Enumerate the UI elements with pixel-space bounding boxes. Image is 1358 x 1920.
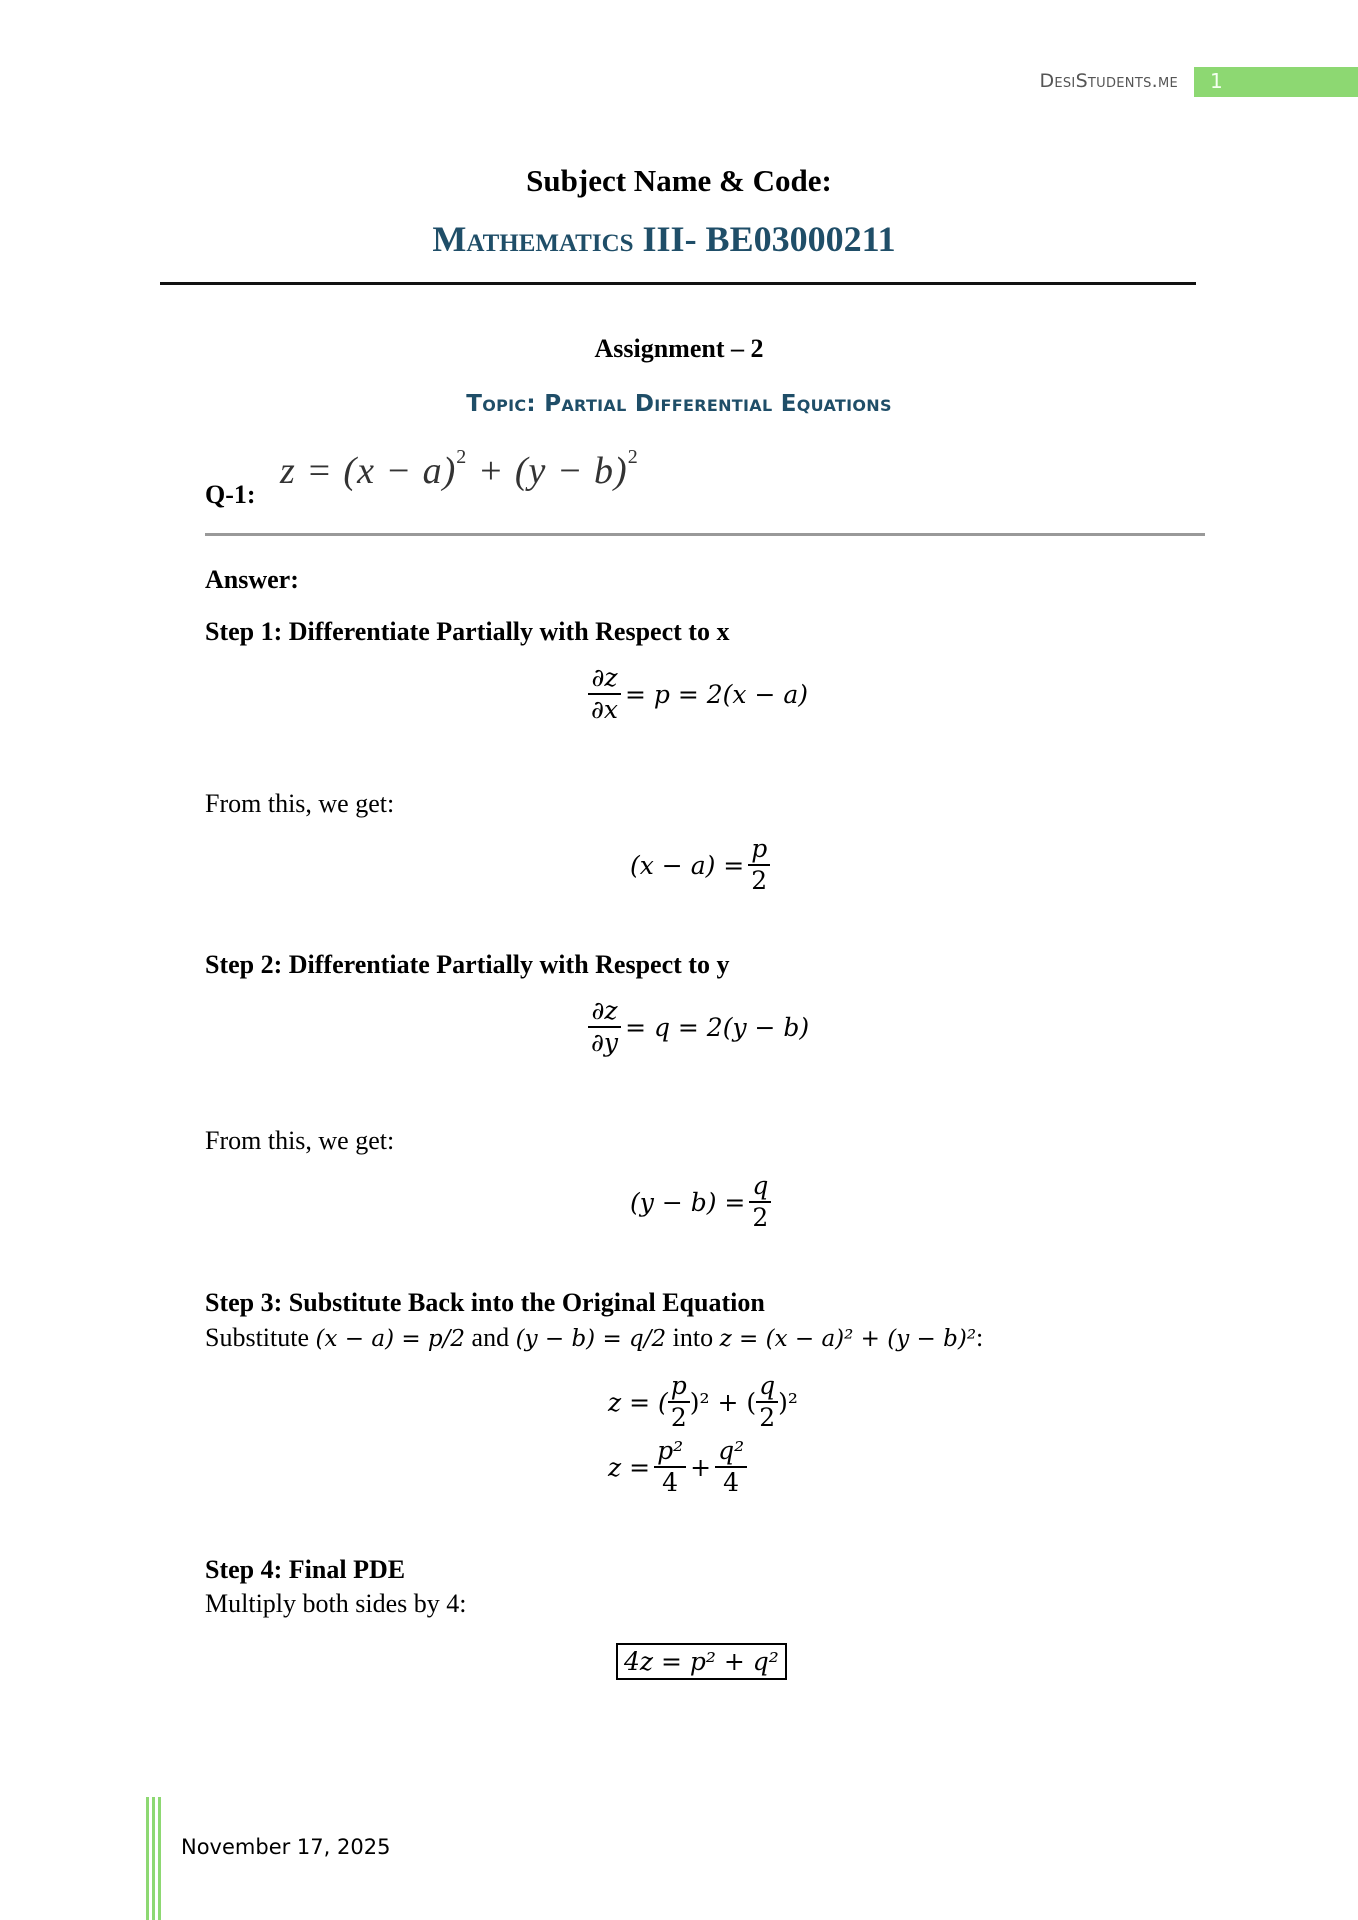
step4-heading: Step 4: Final PDE	[205, 1555, 406, 1584]
question-equation: $z = (x - a)^2 + (y - b)^2$	[280, 446, 639, 492]
step2-from-text: From this, we get:	[205, 1126, 395, 1155]
step3-simplified-equation: z = $\frac{\text{p²}}{4}$ + $\frac{\text{q²}}{4}$	[608, 1437, 751, 1498]
subject-label: Subject Name & Code:	[526, 163, 832, 198]
step4-text: Multiply both sides by 4:	[205, 1589, 467, 1618]
step1-heading: Step 1: Differentiate Partially with Respect to x	[205, 617, 730, 646]
step1-derivative-equation: $\frac{\partial z}{\partial x}$ = p = 2(x − a)	[584, 664, 808, 725]
page-number: 1	[1210, 69, 1223, 93]
topic-heading: Topic: Partial Differential Equations	[466, 391, 892, 417]
step1-result-equation: (x − a) = $\frac{p}{2}$	[630, 835, 774, 896]
step2-derivative-equation: $\frac{\partial z}{\partial y}$ = q = 2(y − b)	[584, 997, 809, 1058]
title-divider	[160, 282, 1196, 285]
step1-from-text: From this, we get:	[205, 789, 395, 818]
answer-label: Answer:	[205, 565, 299, 594]
subject-code: Mathematics III- BE03000211	[432, 219, 896, 259]
question-divider	[205, 533, 1205, 536]
assignment-heading: Assignment – 2	[594, 334, 764, 363]
header-site-name: DesiStudents.me	[1039, 70, 1178, 92]
step3-substitution-equation: z = ( $\frac{p}{2}$ )² + ( $\frac{q}{2}$ )²	[608, 1371, 798, 1432]
step2-heading: Step 2: Differentiate Partially with Respect to y	[205, 950, 730, 979]
step2-result-equation: (y − b) = $\frac{q}{2}$	[630, 1172, 775, 1233]
footer-date: November 17, 2025	[181, 1835, 391, 1859]
final-pde-equation: 4z = p² + q²	[616, 1643, 787, 1680]
final-pde-box	[616, 1643, 787, 1680]
header-page-bar	[1194, 67, 1358, 97]
question-label: Q-1:	[205, 480, 256, 509]
footer-accent-lines	[146, 1797, 162, 1920]
step3-substitute-text: Substitute (x − a) = p/2 and (y − b) = q/2 into z = (x − a)² + (y − b)²:	[205, 1323, 984, 1352]
step3-heading: Step 3: Substitute Back into the Original Equation	[205, 1288, 765, 1317]
